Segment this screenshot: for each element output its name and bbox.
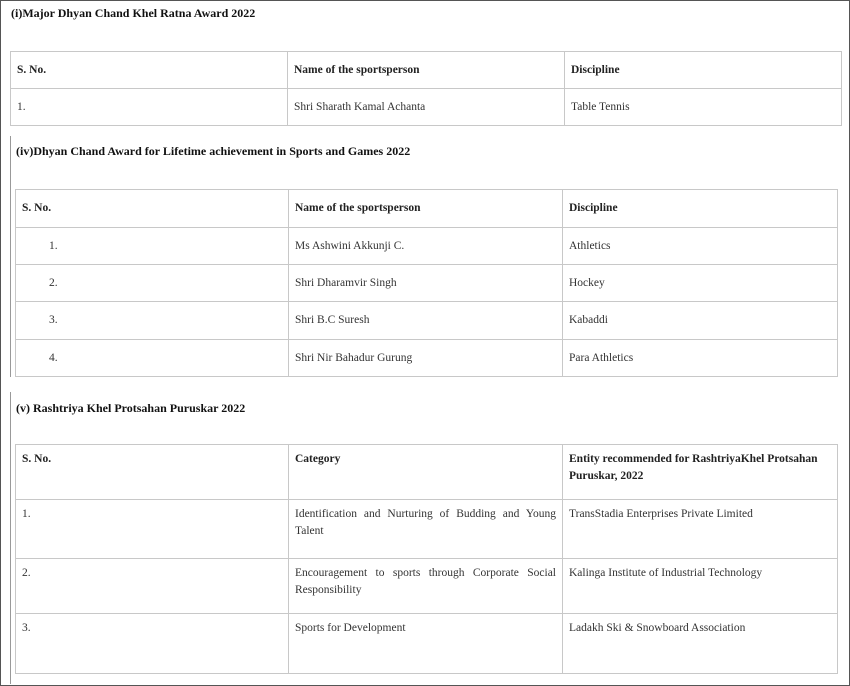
cell-sno xyxy=(16,302,289,340)
cell-sno: 1. xyxy=(16,500,289,559)
cell-discipline: Athletics xyxy=(563,228,838,265)
cell-discipline: Table Tennis xyxy=(565,89,842,126)
cell-sno: 1. xyxy=(11,89,288,126)
section-heading-lifetime-achievement: (iv)Dhyan Chand Award for Lifetime achievement in Sports and Games 2022 xyxy=(16,144,411,158)
header-name: Name of the sportsperson xyxy=(288,52,565,89)
header-discipline: Discipline xyxy=(565,52,842,89)
cell-sno-text: 1. xyxy=(49,239,58,252)
table-header-row xyxy=(16,190,838,228)
cell-category: Encouragement to sports through Corporate Social Responsibility xyxy=(289,559,563,614)
cell-sno xyxy=(16,340,289,377)
cell-sno: 2. xyxy=(16,559,289,614)
cell-name: Shri B.C Suresh xyxy=(289,302,563,340)
cell-category: Sports for Development xyxy=(289,614,563,674)
cell-name: Shri Dharamvir Singh xyxy=(289,265,563,302)
cell-sno xyxy=(16,265,289,302)
header-entity: Entity recommended for RashtriyaKhel Protsahan Puruskar, 2022 xyxy=(563,445,838,500)
table-row xyxy=(16,559,838,614)
cell-entity: Kalinga Institute of Industrial Technology xyxy=(563,559,838,614)
table-header-row xyxy=(11,52,842,89)
header-sno: S. No. xyxy=(11,52,288,89)
cell-sno-text: 4. xyxy=(49,351,58,364)
cell-discipline: Kabaddi xyxy=(563,302,838,340)
section-left-rule xyxy=(10,392,11,684)
cell-name: Shri Sharath Kamal Achanta xyxy=(288,89,565,126)
lifetime-achievement-table xyxy=(15,189,838,377)
table-row xyxy=(16,340,838,377)
cell-sno-text: 2. xyxy=(49,276,58,289)
cell-name: Ms Ashwini Akkunji C. xyxy=(289,228,563,265)
cell-discipline: Hockey xyxy=(563,265,838,302)
table-row xyxy=(16,500,838,559)
table-row xyxy=(16,302,838,340)
cell-discipline: Para Athletics xyxy=(563,340,838,377)
header-discipline: Discipline xyxy=(563,190,838,228)
cell-category: Identification and Nurturing of Budding and Young Talent xyxy=(289,500,563,559)
section-heading-khel-protsahan: (v) Rashtriya Khel Protsahan Puruskar 2022 xyxy=(16,401,246,415)
cell-sno xyxy=(16,228,289,265)
header-category: Category xyxy=(289,445,563,500)
khel-ratna-table xyxy=(10,51,842,126)
cell-sno-text: 3. xyxy=(49,314,58,326)
cell-sno: 3. xyxy=(16,614,289,674)
cell-name: Shri Nir Bahadur Gurung xyxy=(289,340,563,377)
table-row xyxy=(16,265,838,302)
table-header-row xyxy=(16,445,838,500)
table-row xyxy=(11,89,842,126)
header-sno: S. No. xyxy=(16,445,289,500)
header-name: Name of the sportsperson xyxy=(289,190,563,228)
cell-entity: Ladakh Ski & Snowboard Association xyxy=(563,614,838,674)
table-row xyxy=(16,228,838,265)
table-row xyxy=(16,614,838,674)
cell-entity: TransStadia Enterprises Private Limited xyxy=(563,500,838,559)
section-left-rule xyxy=(10,136,11,377)
header-sno: S. No. xyxy=(16,190,289,228)
section-heading-khel-ratna: (i)Major Dhyan Chand Khel Ratna Award 2022 xyxy=(11,6,256,20)
khel-protsahan-table xyxy=(15,444,838,674)
